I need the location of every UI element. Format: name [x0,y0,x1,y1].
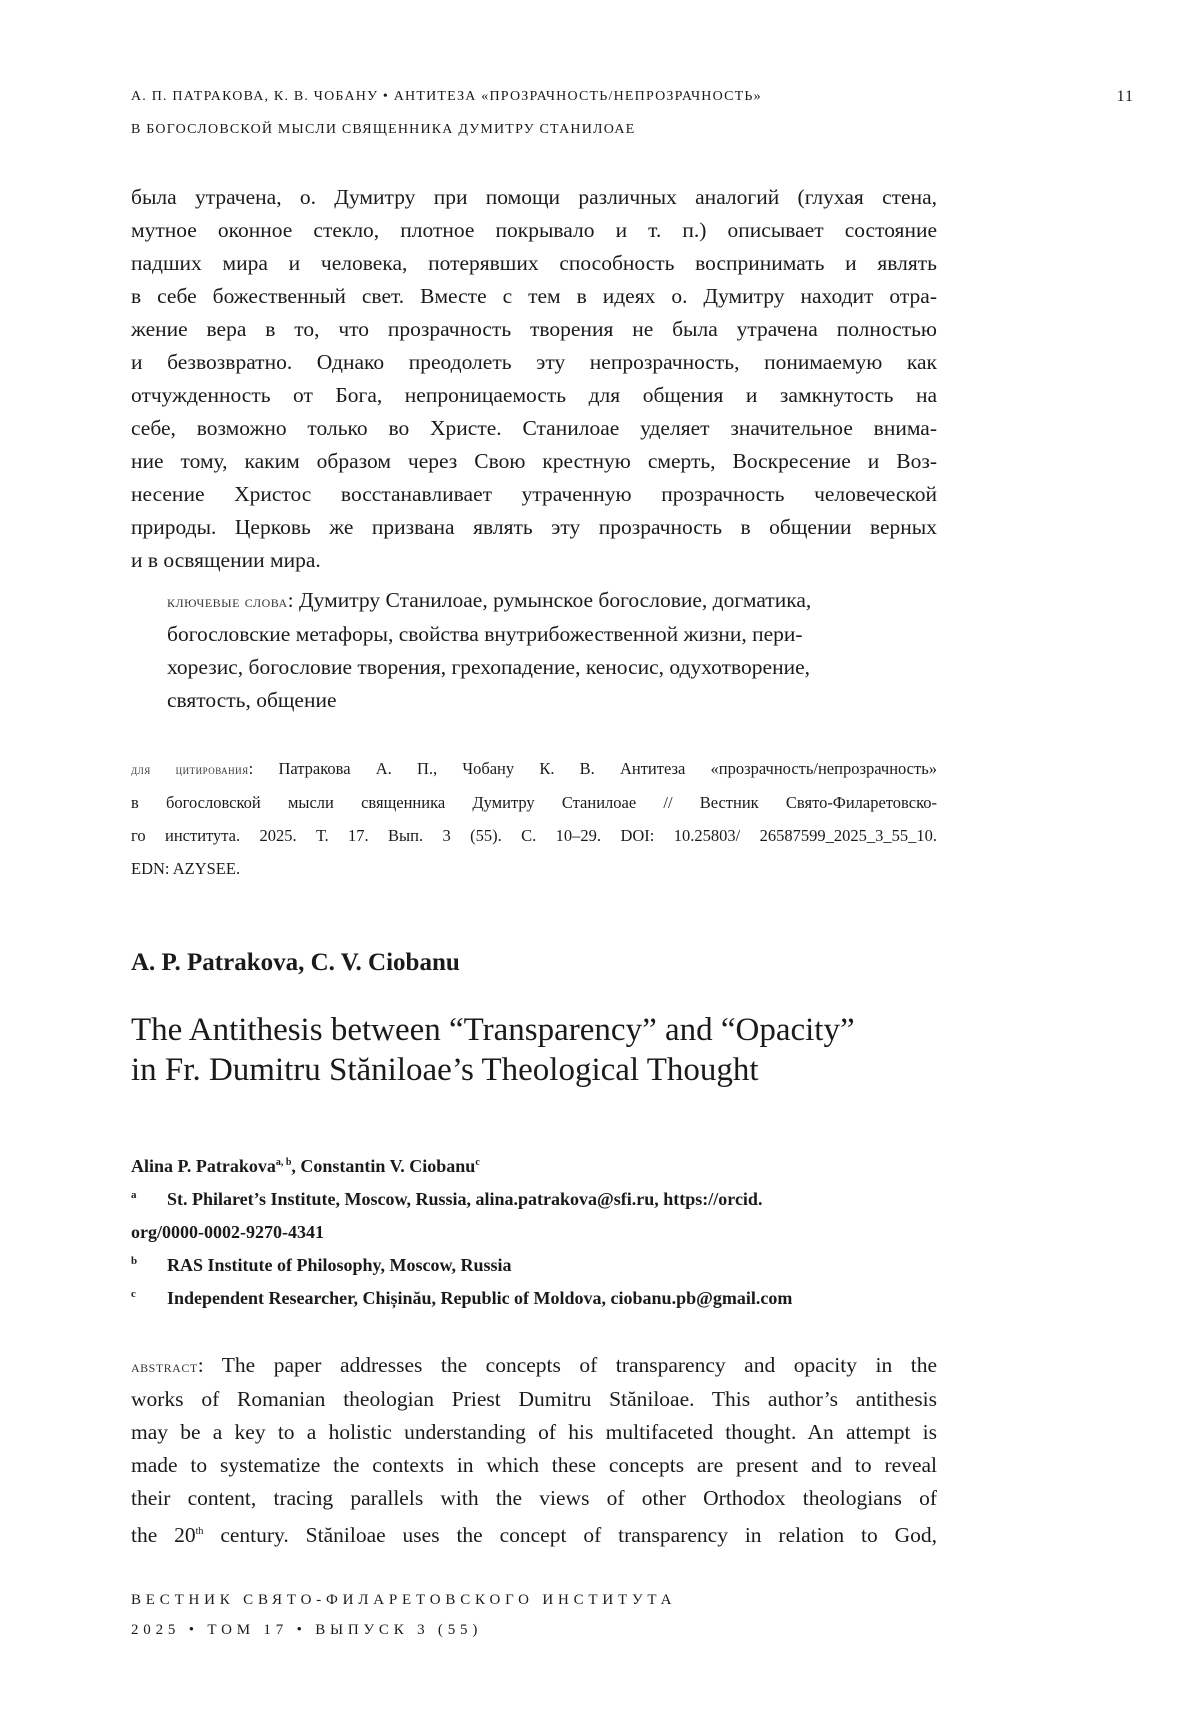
english-title [131,1010,951,1090]
running-head-line-2: В БОГОСЛОВСКОЙ МЫСЛИ СВЯЩЕННИКА ДУМИТРУ СТАНИЛОАЕ [131,122,636,137]
keywords-line: святость, общение [167,688,337,712]
affiliation-row: b RAS Institute of Philosophy, Moscow, Russia [131,1255,512,1275]
journal-footer [131,1585,676,1645]
russian-abstract-text [131,181,937,577]
text-line: и безвозвратно. Однако преодолеть эту непрозрачность, понимаемую как [131,350,937,374]
journal-issue: 2025 • ТОМ 17 • ВЫПУСК 3 (55) [131,1622,483,1638]
abstract-line: works of Romanian theologian Priest Dumitru Stăniloae. This author’s antithesis [131,1387,937,1411]
citation-label: для цитирования [131,762,249,777]
text-line: ние тому, каким образом через Свою крестную смерть, Воскресение и Воз- [131,449,937,473]
keywords-block [167,584,937,717]
keywords-text: : Думитру Станилоае, румынское богословие, догматика, [287,588,812,612]
abstract-superscript: th [195,1526,204,1537]
abstract-last-post: century. Stăniloae uses the concept of transparency in relation to God, [203,1523,937,1548]
running-head [131,80,931,146]
abstract-line: their content, tracing parallels with the views of other Orthodox theologians of [131,1486,937,1510]
abstract-text: : The paper addresses the concepts of transparency and opacity in the [197,1353,937,1377]
keywords-line: богословские метафоры, свойства внутрибожественной жизни, пери- [167,622,803,646]
affiliations-block [131,1146,937,1315]
text-line: падших мира и человека, потерявших способность воспринимать и являть [131,251,937,275]
citation-first-line [131,752,937,786]
author-separator: , [291,1156,301,1176]
text-line: природы. Церковь же призвана являть эту прозрачность в общении верных [131,515,937,539]
abstract-line: made to systematize the contexts in which these concepts are present and to reveal [131,1453,937,1477]
citation-line: го института. 2025. Т. 17. Вып. 3 (55). С. 10–29. DOI: 10.25803/ 26587599_2025_3_55_10. [131,826,937,845]
affiliation-text: Independent Researcher, Chișinău, Republic of Moldova, ciobanu.pb@gmail.com [167,1288,793,1308]
english-abstract [131,1349,937,1552]
title-line-1: The Antithesis between “Transparency” and “Opacity” [131,1012,855,1048]
affiliation-text: org/0000-0002-9270-4341 [131,1222,324,1242]
text-line: была утрачена, о. Думитру при помощи различных аналогий (глухая стена, [131,185,937,209]
affiliation-row: c Independent Researcher, Chișinău, Republic of Moldova, ciobanu.pb@gmail.com [131,1288,793,1308]
author-byline [131,1146,937,1183]
journal-name: ВЕСТНИК СВЯТО-ФИЛАРЕТОВСКОГО ИНСТИТУТА [131,1592,677,1608]
author-1-name: Alina P. Patrakova [131,1156,276,1176]
affiliation-text: St. Philaret’s Institute, Moscow, Russia, alina.patrakova@sfi.ru, https://orcid. [167,1189,763,1209]
abstract-first-line [131,1349,937,1383]
text-line: и в освящении мира. [131,548,321,572]
author-1-marks: a, b [275,1157,292,1168]
text-line: себе, возможно только во Христе. Станилоае уделяет значительное внима- [131,416,937,440]
author-2-marks: c [475,1157,480,1168]
keywords-label: ключевые слова [167,592,288,611]
title-line-2: in Fr. Dumitru Stăniloae’s Theological Thought [131,1052,759,1088]
running-head-line-1: А. П. ПАТРАКОВА, К. В. ЧОБАНУ • АНТИТЕЗА «ПРОЗРАЧНОСТЬ/НЕПРОЗРАЧНОСТЬ» [131,89,762,104]
text-line: отчужденность от Бога, непроницаемость для общения и замкнутость на [131,383,937,407]
text-line: мутное оконное стекло, плотное покрывало и т. п.) описывает состояние [131,218,937,242]
english-authors: A. P. Patrakova, C. V. Ciobanu [131,949,460,976]
text-line: в себе божественный свет. Вместе с тем в идеях о. Думитру находит отра- [131,284,937,308]
citation-text: : Патракова А. П., Чобану К. В. Антитеза «прозрачность/непрозрачность» [248,759,937,778]
affiliation-text: RAS Institute of Philosophy, Moscow, Russia [167,1255,512,1275]
text-line: жение вера в то, что прозрачность творения не была утрачена полностью [131,317,937,341]
keywords-first-line [167,584,937,618]
citation-block [131,752,937,885]
affiliation-row [131,1216,937,1249]
text-line: несение Христос восстанавливает утраченную прозрачность человеческой [131,482,937,506]
abstract-line: may be a key to a holistic understanding of his multifaceted thought. An attempt is [131,1420,937,1444]
abstract-last-pre: the 20 [131,1523,196,1548]
author-2-name: Constantin V. Ciobanu [300,1156,476,1176]
citation-line: в богословской мысли священника Думитру Станилоае // Вестник Свято-Филаретовско- [131,793,937,812]
citation-line: EDN: AZYSEE. [131,859,241,878]
abstract-last-line [131,1515,937,1552]
affiliation-row: a St. Philaret’s Institute, Moscow, Russia, alina.patrakova@sfi.ru, https://orcid. [131,1189,763,1209]
abstract-label: abstract [131,1357,198,1376]
keywords-line: хорезис, богословие творения, грехопадение, кеносис, одухотворение, [167,655,810,679]
page-number: 11 [1116,88,1134,105]
